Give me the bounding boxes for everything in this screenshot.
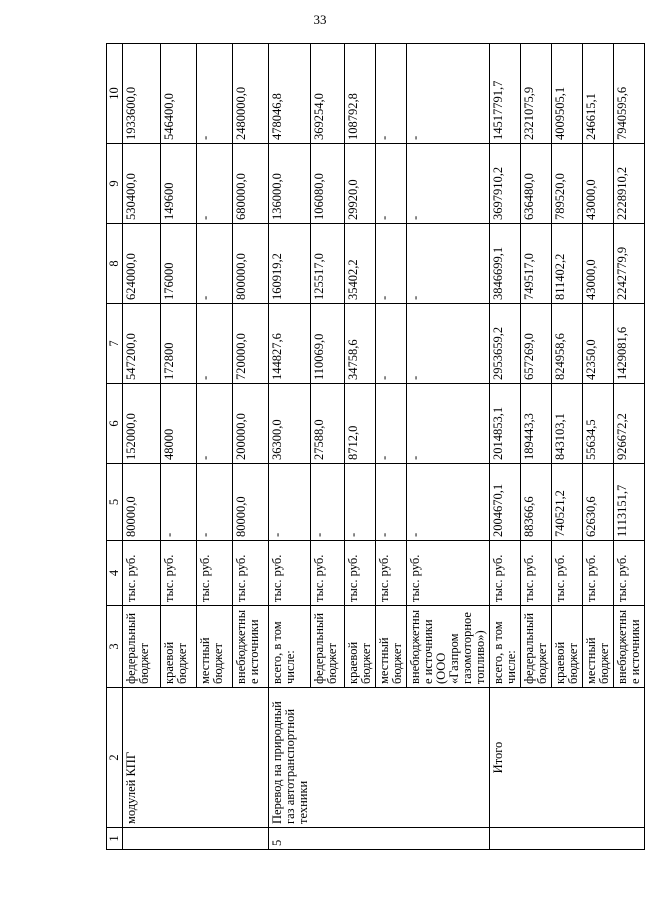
- value-cell: 2242779,9: [614, 224, 645, 304]
- value-cell: 43000,0: [583, 224, 614, 304]
- funding-source: внебюджетные источники (ООО «Газпром газомоторное топливо»): [407, 606, 490, 688]
- value-cell: -: [376, 224, 407, 304]
- value-cell: 172800: [161, 304, 197, 384]
- page-number: 33: [313, 12, 327, 27]
- value-cell: 824958,6: [552, 304, 583, 384]
- value-cell: 624000,0: [123, 224, 161, 304]
- value-cell: 110069,0: [311, 304, 345, 384]
- value-cell: -: [197, 144, 233, 224]
- value-cell: 149600: [161, 144, 197, 224]
- value-cell: 2321075,9: [521, 44, 552, 144]
- row-number-cell: [123, 828, 269, 850]
- value-cell: 62630,6: [583, 464, 614, 541]
- value-cell: 546400,0: [161, 44, 197, 144]
- row-number-cell: 5: [269, 828, 490, 850]
- funding-source: внебюджетные источники: [614, 606, 645, 688]
- funding-source: всего, в том числе:: [490, 606, 521, 688]
- value-cell: -: [407, 304, 490, 384]
- value-cell: 176000: [161, 224, 197, 304]
- value-cell: -: [376, 304, 407, 384]
- value-cell: 55634,5: [583, 384, 614, 464]
- value-cell: 811402,2: [552, 224, 583, 304]
- table-container: [106, 44, 642, 850]
- value-cell: 789520,0: [552, 144, 583, 224]
- funding-source: местный бюджет: [197, 606, 233, 688]
- column-number: 7: [107, 304, 123, 384]
- column-number-row: [107, 44, 123, 850]
- funding-source: внебюджетные источники: [233, 606, 269, 688]
- value-cell: 7940595,6: [614, 44, 645, 144]
- column-number: 3: [107, 606, 123, 688]
- financing-table: [106, 43, 645, 850]
- row-number-cell: [490, 828, 645, 850]
- value-cell: 108792,8: [345, 44, 376, 144]
- value-cell: -: [376, 384, 407, 464]
- value-cell: 2014853,1: [490, 384, 521, 464]
- value-cell: -: [345, 464, 376, 541]
- value-cell: 843103,1: [552, 384, 583, 464]
- value-cell: 478046,8: [269, 44, 311, 144]
- funding-source: краевой бюджет: [345, 606, 376, 688]
- value-cell: 88366,6: [521, 464, 552, 541]
- funding-source: краевой бюджет: [552, 606, 583, 688]
- value-cell: 800000,0: [233, 224, 269, 304]
- value-cell: 136000,0: [269, 144, 311, 224]
- funding-source: федеральный бюджет: [311, 606, 345, 688]
- funding-source: местный бюджет: [376, 606, 407, 688]
- value-cell: 547200,0: [123, 304, 161, 384]
- measure-name: Перевод на природный газ автотранспортной техники: [269, 688, 490, 828]
- funding-source: местный бюджет: [583, 606, 614, 688]
- value-cell: -: [311, 464, 345, 541]
- value-cell: 2228910,2: [614, 144, 645, 224]
- value-cell: -: [376, 144, 407, 224]
- value-cell: 14517791,7: [490, 44, 521, 144]
- value-cell: 8712,0: [345, 384, 376, 464]
- value-cell: 4009505,1: [552, 44, 583, 144]
- value-cell: -: [197, 304, 233, 384]
- value-cell: 2004670,1: [490, 464, 521, 541]
- column-number: 5: [107, 464, 123, 541]
- column-number: 6: [107, 384, 123, 464]
- unit: тыс. руб.: [161, 541, 197, 606]
- unit: тыс. руб.: [490, 541, 521, 606]
- value-cell: 369254,0: [311, 44, 345, 144]
- value-cell: 189443,3: [521, 384, 552, 464]
- value-cell: 125517,0: [311, 224, 345, 304]
- column-number: 8: [107, 224, 123, 304]
- value-cell: 2480000,0: [233, 44, 269, 144]
- value-cell: 680000,0: [233, 144, 269, 224]
- value-cell: 42350,0: [583, 304, 614, 384]
- unit: тыс. руб.: [407, 541, 490, 606]
- value-cell: 1429081,6: [614, 304, 645, 384]
- table-row: [269, 44, 311, 850]
- value-cell: 29920,0: [345, 144, 376, 224]
- column-number: 2: [107, 688, 123, 828]
- unit: тыс. руб.: [552, 541, 583, 606]
- value-cell: 200000,0: [233, 384, 269, 464]
- value-cell: 636480,0: [521, 144, 552, 224]
- value-cell: -: [407, 384, 490, 464]
- column-number: 4: [107, 541, 123, 606]
- unit: тыс. руб.: [614, 541, 645, 606]
- value-cell: 926672,2: [614, 384, 645, 464]
- value-cell: 160919,2: [269, 224, 311, 304]
- unit: тыс. руб.: [376, 541, 407, 606]
- total-label: Итого: [490, 688, 645, 828]
- value-cell: -: [376, 44, 407, 144]
- value-cell: -: [407, 144, 490, 224]
- table-row: [490, 44, 521, 850]
- value-cell: 1113151,7: [614, 464, 645, 541]
- column-number: 9: [107, 144, 123, 224]
- column-number: 1: [107, 828, 123, 850]
- value-cell: 740521,2: [552, 464, 583, 541]
- value-cell: 749517,0: [521, 224, 552, 304]
- funding-source: федеральный бюджет: [521, 606, 552, 688]
- value-cell: -: [197, 224, 233, 304]
- value-cell: 3846699,1: [490, 224, 521, 304]
- unit: тыс. руб.: [345, 541, 376, 606]
- value-cell: 657269,0: [521, 304, 552, 384]
- value-cell: -: [197, 464, 233, 541]
- value-cell: 43000,0: [583, 144, 614, 224]
- value-cell: 1933600,0: [123, 44, 161, 144]
- value-cell: -: [197, 384, 233, 464]
- value-cell: -: [269, 464, 311, 541]
- rotated-table-frame: [106, 44, 642, 850]
- value-cell: 106080,0: [311, 144, 345, 224]
- column-number: 10: [107, 44, 123, 144]
- unit: тыс. руб.: [311, 541, 345, 606]
- value-cell: 36300,0: [269, 384, 311, 464]
- value-cell: 27588,0: [311, 384, 345, 464]
- value-cell: 246615,1: [583, 44, 614, 144]
- value-cell: 530400,0: [123, 144, 161, 224]
- measure-name: модулей КПГ: [123, 688, 269, 828]
- value-cell: 80000,0: [233, 464, 269, 541]
- value-cell: 3697910,2: [490, 144, 521, 224]
- unit: тыс. руб.: [521, 541, 552, 606]
- value-cell: 2953659,2: [490, 304, 521, 384]
- value-cell: -: [376, 464, 407, 541]
- funding-source: федеральный бюджет: [123, 606, 161, 688]
- value-cell: -: [407, 44, 490, 144]
- value-cell: -: [407, 224, 490, 304]
- value-cell: 34758,6: [345, 304, 376, 384]
- unit: тыс. руб.: [233, 541, 269, 606]
- value-cell: 720000,0: [233, 304, 269, 384]
- funding-source: краевой бюджет: [161, 606, 197, 688]
- table-row: [123, 44, 161, 850]
- value-cell: 48000: [161, 384, 197, 464]
- unit: тыс. руб.: [583, 541, 614, 606]
- value-cell: -: [161, 464, 197, 541]
- unit: тыс. руб.: [197, 541, 233, 606]
- funding-source: всего, в том числе:: [269, 606, 311, 688]
- unit: тыс. руб.: [269, 541, 311, 606]
- value-cell: 35402,2: [345, 224, 376, 304]
- value-cell: 152000,0: [123, 384, 161, 464]
- value-cell: 144827,6: [269, 304, 311, 384]
- value-cell: -: [197, 44, 233, 144]
- value-cell: 80000,0: [123, 464, 161, 541]
- value-cell: -: [407, 464, 490, 541]
- unit: тыс. руб.: [123, 541, 161, 606]
